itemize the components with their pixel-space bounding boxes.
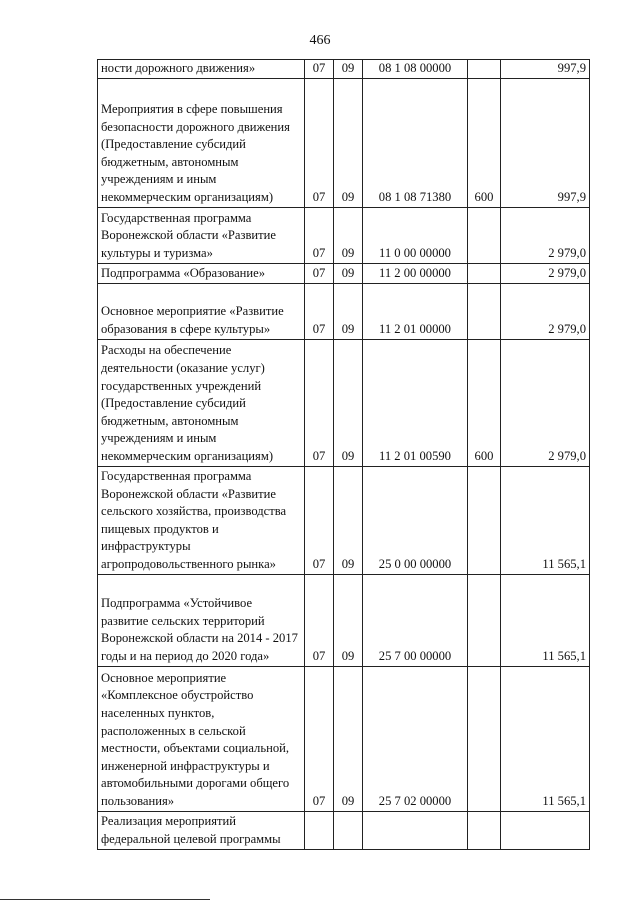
row-expense-type — [468, 283, 501, 339]
row-expense-type: 600 — [468, 78, 501, 207]
row-section: 07 — [305, 339, 334, 466]
row-section: 07 — [305, 207, 334, 263]
row-amount — [501, 811, 590, 849]
row-amount: 11 565,1 — [501, 666, 590, 811]
row-expense-type — [468, 207, 501, 263]
row-target-article: 11 0 00 00000 — [363, 207, 468, 263]
row-section: 07 — [305, 283, 334, 339]
row-target-article: 11 2 01 00590 — [363, 339, 468, 466]
table-row — [98, 78, 590, 207]
row-name: ности дорожного движения» — [98, 60, 305, 79]
row-target-article: 25 7 02 00000 — [363, 666, 468, 811]
row-subsection: 09 — [334, 283, 363, 339]
table-row — [98, 60, 590, 79]
row-target-article: 11 2 00 00000 — [363, 263, 468, 283]
row-expense-type — [468, 574, 501, 666]
row-section: 07 — [305, 666, 334, 811]
row-subsection: 09 — [334, 60, 363, 79]
row-target-article: 08 1 08 00000 — [363, 60, 468, 79]
row-target-article: 25 7 00 00000 — [363, 574, 468, 666]
row-amount: 2 979,0 — [501, 207, 590, 263]
row-amount: 2 979,0 — [501, 263, 590, 283]
table-row — [98, 811, 590, 849]
row-expense-type — [468, 811, 501, 849]
row-subsection: 09 — [334, 574, 363, 666]
row-amount: 11 565,1 — [501, 574, 590, 666]
row-name: Реализация мероприятий федеральной целевой программы — [98, 811, 305, 849]
row-name: Государственная программа Воронежской области «Развитие сельского хозяйства, производства пищевых продуктов и инфраструктуры агропродовольственного рынка» — [98, 466, 305, 574]
budget-table — [97, 59, 590, 850]
table-row — [98, 283, 590, 339]
row-expense-type — [468, 263, 501, 283]
row-subsection: 09 — [334, 339, 363, 466]
row-section: 07 — [305, 60, 334, 79]
table-row — [98, 263, 590, 283]
row-subsection: 09 — [334, 207, 363, 263]
row-amount: 2 979,0 — [501, 283, 590, 339]
table-row — [98, 666, 590, 811]
row-target-article: 25 0 00 00000 — [363, 466, 468, 574]
table-row — [98, 574, 590, 666]
row-amount: 2 979,0 — [501, 339, 590, 466]
row-name: Расходы на обеспечение деятельности (оказание услуг) государственных учреждений (Предоставление субсидий бюджетным, автономным учреждениям и иным некоммерческим организациям) — [98, 339, 305, 466]
row-target-article — [363, 811, 468, 849]
row-amount: 997,9 — [501, 78, 590, 207]
row-expense-type — [468, 466, 501, 574]
row-section: 07 — [305, 466, 334, 574]
row-name: Подпрограмма «Устойчивое развитие сельских территорий Воронежской области на 2014 - 2017 годы и на период до 2020 года» — [98, 574, 305, 666]
row-name: Основное мероприятие «Развитие образования в сфере культуры» — [98, 283, 305, 339]
row-name: Государственная программа Воронежской области «Развитие культуры и туризма» — [98, 207, 305, 263]
row-target-article: 08 1 08 71380 — [363, 78, 468, 207]
row-section: 07 — [305, 78, 334, 207]
page-number: 466 — [309, 33, 331, 48]
row-section — [305, 811, 334, 849]
row-expense-type — [468, 666, 501, 811]
footnote-divider — [0, 899, 210, 900]
budget-table-body — [98, 60, 590, 850]
row-subsection: 09 — [334, 466, 363, 574]
row-section: 07 — [305, 263, 334, 283]
row-name: Основное мероприятие «Комплексное обустройство населенных пунктов, расположенных в сельской местности, объектами социальной, инженерной инфраструктуры и автомобильными дорогами общего пользования» — [98, 666, 305, 811]
row-expense-type — [468, 60, 501, 79]
table-row — [98, 466, 590, 574]
row-section: 07 — [305, 574, 334, 666]
row-target-article: 11 2 01 00000 — [363, 283, 468, 339]
row-subsection — [334, 811, 363, 849]
row-expense-type: 600 — [468, 339, 501, 466]
table-row — [98, 207, 590, 263]
row-amount: 997,9 — [501, 60, 590, 79]
row-name: Мероприятия в сфере повышения безопасности дорожного движения (Предоставление субсидий бюджетным, автономным учреждениям и иным некоммерческим организациям) — [98, 78, 305, 207]
table-row — [98, 339, 590, 466]
row-subsection: 09 — [334, 263, 363, 283]
row-amount: 11 565,1 — [501, 466, 590, 574]
row-subsection: 09 — [334, 78, 363, 207]
row-name: Подпрограмма «Образование» — [98, 263, 305, 283]
row-subsection: 09 — [334, 666, 363, 811]
